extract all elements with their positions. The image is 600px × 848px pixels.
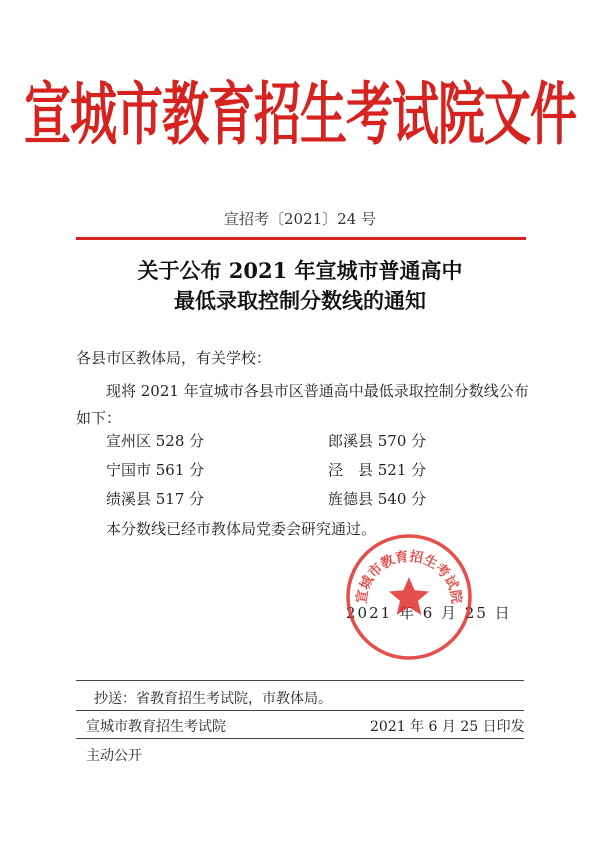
seal-text: 宣城市教育招生考试院 (353, 548, 465, 605)
footer-divider (76, 680, 524, 681)
footer-print-date: 2021 年 6 月 25 日印发 (370, 719, 525, 735)
document-number: 宣招考〔2021〕24 号 (223, 210, 377, 228)
score-row (106, 488, 526, 517)
score-item: 宁国市 561 分 (106, 461, 205, 479)
disclosure-status: 主动公开 (86, 748, 142, 764)
seal-star-icon (389, 577, 429, 615)
score-item: 绩溪县 517 分 (106, 490, 205, 508)
closing-statement: 本分数线已经市教体局党委会研究通过。 (106, 520, 377, 538)
score-item: 泾 县 521 分 (328, 461, 427, 479)
header-red-rule (76, 237, 526, 240)
salutation: 各县市区教体局，有关学校： (76, 349, 272, 367)
document-header-title: 宣城市教育招生考试院文件 (24, 75, 576, 156)
score-item: 旌德县 540 分 (328, 490, 427, 508)
score-row (106, 430, 526, 459)
footer-divider (76, 738, 524, 739)
footer-issuer: 宣城市教育招生考试院 (86, 719, 226, 735)
body-paragraph: 现将 2021 年宣城市各县市区普通高中最低录取控制分数线公布如下： (76, 382, 529, 427)
cc-list: 抄送：省教育招生考试院，市教体局。 (94, 691, 332, 707)
score-row (106, 459, 526, 488)
score-item: 宣州区 528 分 (106, 432, 205, 450)
footer-divider (76, 710, 524, 711)
signature-date: 2021 年 6 月 25 日 (346, 604, 512, 622)
score-list (106, 430, 526, 517)
notice-title-line1: 关于公布 2021 年宣城市普通高中 (137, 258, 463, 283)
notice-title (0, 256, 600, 316)
official-seal-icon (344, 532, 474, 662)
notice-title-line2: 最低录取控制分数线的通知 (174, 288, 426, 313)
score-item: 郎溪县 570 分 (328, 432, 427, 450)
